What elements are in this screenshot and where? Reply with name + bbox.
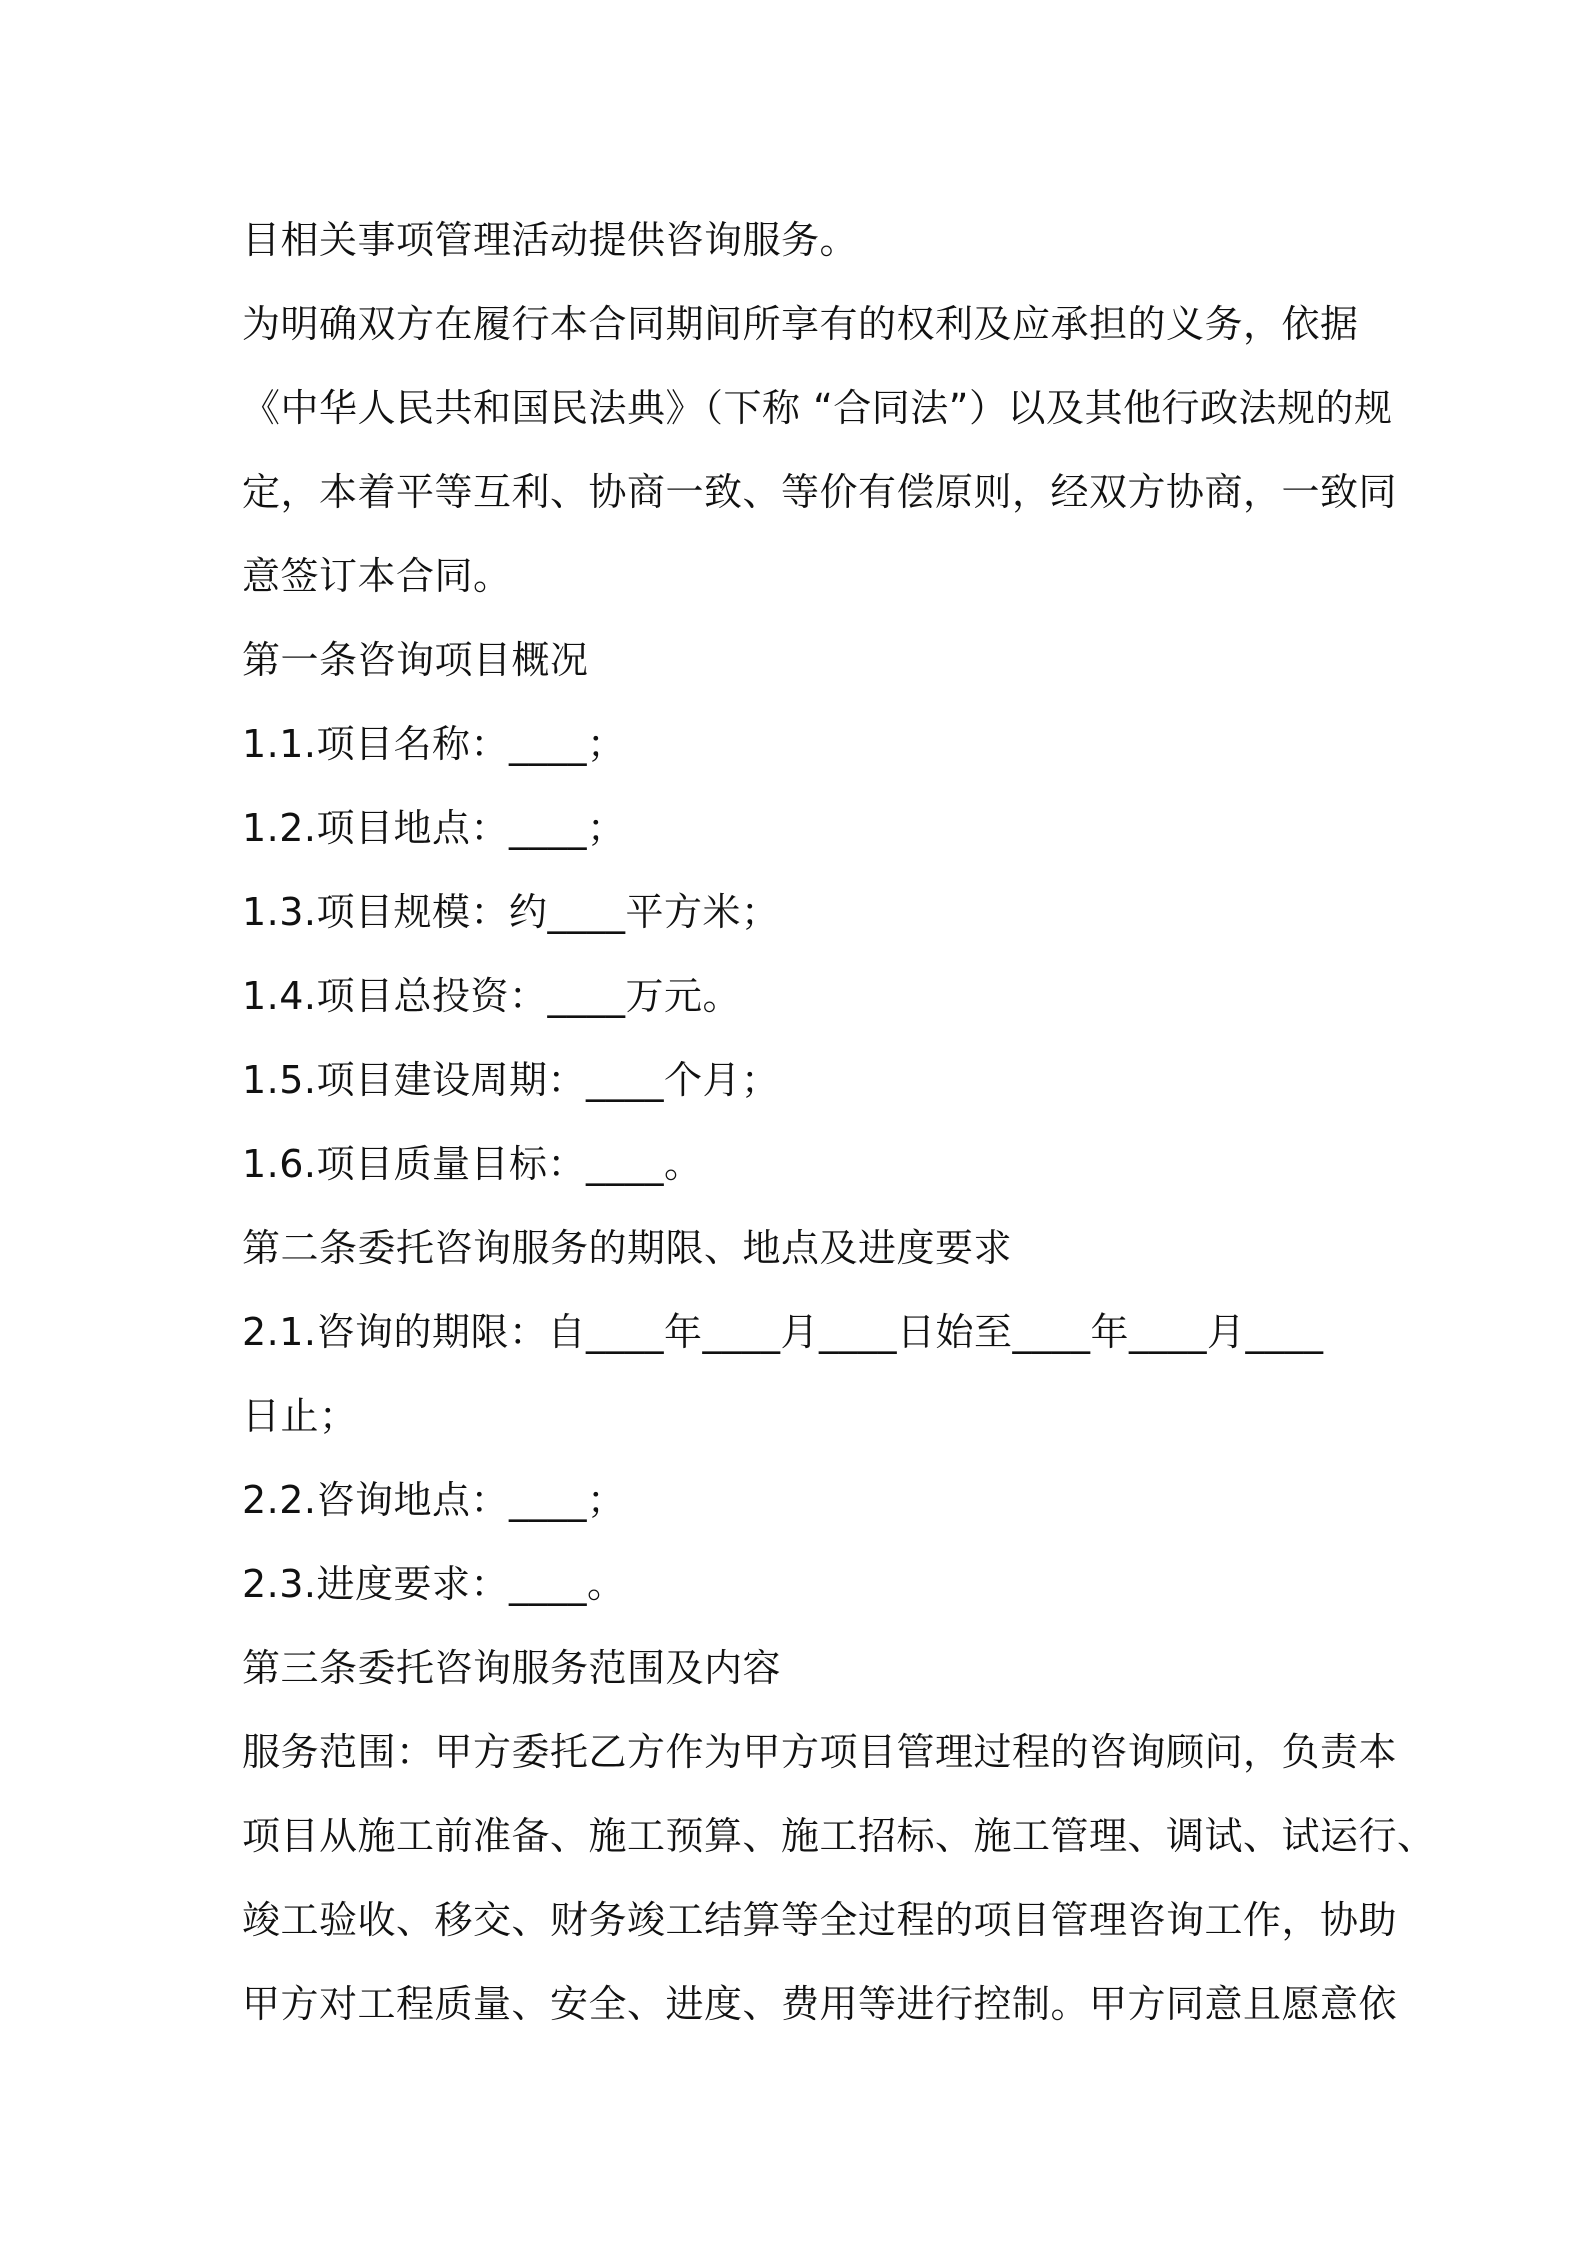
clause-2-2: 2.2.咨询地点：____；: [242, 1478, 626, 1522]
paragraph-line: 定，本着平等互利、协商一致、等价有偿原则，经双方协商，一致同: [242, 470, 1398, 514]
paragraph-line: 意签订本合同。: [242, 554, 512, 598]
clause-2-1-continued: 日止；: [242, 1394, 358, 1438]
clause-1-4: 1.4.项目总投资：____万元。: [242, 974, 742, 1018]
clause-1-2: 1.2.项目地点：____；: [242, 806, 626, 850]
clause-1-1: 1.1.项目名称：____；: [242, 722, 626, 766]
paragraph-line: 项目从施工前准备、施工预算、施工招标、施工管理、调试、试运行、: [242, 1814, 1436, 1858]
paragraph-line: 《中华人民共和国民法典》（下称 “合同法”）以及其他行政法规的规: [242, 386, 1393, 430]
article-3-heading: 第三条委托咨询服务范围及内容: [242, 1646, 782, 1690]
clause-2-3: 2.3.进度要求：____。: [242, 1562, 626, 1606]
paragraph-line: 服务范围：甲方委托乙方作为甲方项目管理过程的咨询顾问，负责本: [242, 1730, 1398, 1774]
article-1-heading: 第一条咨询项目概况: [242, 638, 589, 682]
document-body: [242, 198, 1436, 2046]
clause-1-3: 1.3.项目规模：约____平方米；: [242, 890, 780, 934]
clause-1-6: 1.6.项目质量目标：____。: [242, 1142, 703, 1186]
paragraph-line: 为明确双方在履行本合同期间所享有的权利及应承担的义务，依据: [242, 302, 1359, 346]
clause-2-1: 2.1.咨询的期限：自____年____月____日始至____年____月____: [242, 1310, 1324, 1354]
article-2-heading: 第二条委托咨询服务的期限、地点及进度要求: [242, 1226, 1013, 1270]
paragraph-line: 竣工验收、移交、财务竣工结算等全过程的项目管理咨询工作，协助: [242, 1898, 1398, 1942]
paragraph-line: 目相关事项管理活动提供咨询服务。: [242, 218, 859, 262]
paragraph-line: 甲方对工程质量、安全、进度、费用等进行控制。甲方同意且愿意依: [242, 1982, 1398, 2026]
clause-1-5: 1.5.项目建设周期：____个月；: [242, 1058, 780, 1102]
